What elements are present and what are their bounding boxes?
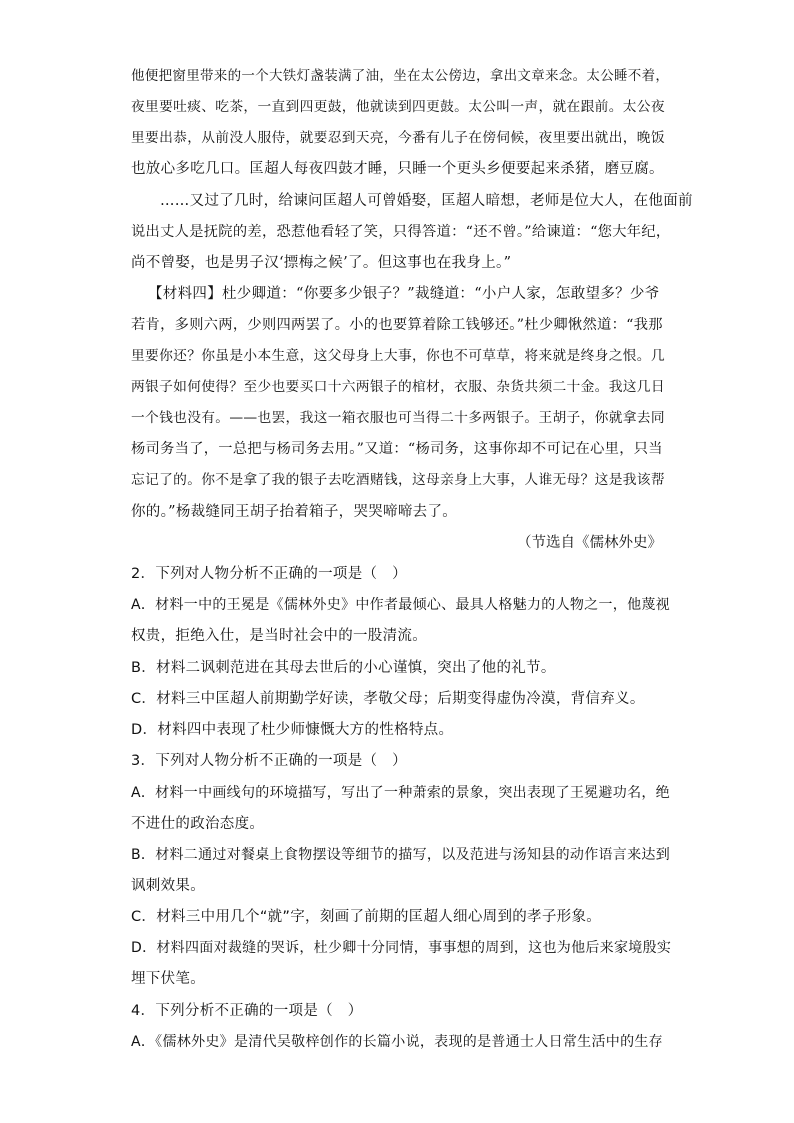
option-line: B．材料二通过对餐桌上食物摆设等细节的描写，以及范进与汤知县的动作语言来达到: [131, 847, 671, 863]
option-line: D．材料四中表现了杜少师慷慨大方的性格特点。: [131, 722, 454, 738]
option-line: C．材料三中用几个“就”字，刻画了前期的匡超人细心周到的孝子形象。: [131, 909, 602, 925]
question-title: 4．下列分析不正确的一项是（ ）: [131, 1003, 363, 1019]
passage-line: 一个钱也没有。——也罢，我这一箱衣服也可当得二十多两银子。王胡子，你就拿去同: [131, 410, 665, 426]
passage-line: 忘记了的。你不是拿了我的银子去吃酒赌钱，这母亲身上大事，人谁无母？这是我该帮: [131, 472, 665, 488]
passage-line: 里要你还？你虽是小本生意，这父母身上大事，你也不可草草，将来就是终身之恨。几: [131, 348, 665, 364]
option-line: B．材料二讽刺范进在其母去世后的小心谨慎，突出了他的礼节。: [131, 660, 556, 676]
passage-line: 两银子如何使得？至少也要买口十六两银子的棺材，衣服、杂货共须二十金。我这几日: [131, 379, 665, 395]
question-title: 3．下列对人物分析不正确的一项是（ ）: [131, 753, 407, 769]
passage-line: 说出丈人是抚院的差，恐惹他看轻了笑，只得答道：“还不曾。”给谏道：“您大年纪，: [131, 224, 671, 240]
passage-line: 也放心多吃几口。匡超人每夜四鼓才睡，只睡一个更头乡便要起来杀猪，磨豆腐。: [131, 161, 664, 177]
passage-line: 尚不曾娶，也是男子汉‘摽梅之候’了。但这事也在我身上。”: [131, 255, 512, 271]
option-line: 讽刺效果。: [131, 878, 205, 894]
passage-line: 他便把窗里带来的一个大铁灯盏装满了油，坐在太公傍边，拿出文章来念。太公睡不着，: [131, 68, 670, 84]
passage-line: 若肯，多则六两，少则四两罢了。小的也要算着除工钱够还。”杜少卿愀然道：“我那: [131, 317, 663, 333]
option-line: 埋下伏笔。: [131, 971, 205, 987]
passage-line: ……又过了几时，给谏问匡超人可曾婚娶，匡超人暗想，老师是位大人，在他面前: [160, 193, 693, 209]
option-line: C．材料三中匡超人前期勤学好读，孝敬父母；后期变得虚伪冷漠，背信弃义。: [131, 691, 645, 707]
source-citation: （节选自《儒林外史》: [517, 535, 662, 551]
passage-line: 里要出恭，从前没人服侍，就要忍到天亮，今番有儿子在傍伺候，夜里要出就出，晚饭: [131, 130, 665, 146]
option-line: 不进仕的政治态度。: [131, 816, 265, 832]
passage-line: 你的。”杨裁缝同王胡子抬着箱子，哭哭啼啼去了。: [131, 504, 458, 520]
option-line: A．材料一中的王冕是《儒林外史》中作者最倾心、最具人格魅力的人物之一，他蔑视: [131, 597, 670, 613]
option-line: D．材料四面对裁缝的哭诉，杜少卿十分同情，事事想的周到，这也为他后来家境殷实: [131, 940, 672, 956]
option-line: 权贵，拒绝入仕，是当时社会中的一股清流。: [131, 628, 427, 644]
option-line: A．《儒林外史》是清代吴敬梓创作的长篇小说，表现的是普通士人日常生活中的生存: [131, 1034, 663, 1050]
option-line: A．材料一中画线句的环境描写，写出了一种萧索的景象，突出表现了王冕避功名，绝: [131, 785, 670, 801]
question-title: 2．下列对人物分析不正确的一项是（ ）: [131, 566, 407, 582]
passage-line: 夜里要吐痰、吃茶，一直到四更鼓，他就读到四更鼓。太公叫一声，就在跟前。太公夜: [131, 99, 665, 115]
passage-line: 杨司务当了，一总把与杨司务去用。”又道：“杨司务，这事你却不可记在心里，只当: [131, 441, 663, 457]
passage-line: 【材料四】杜少卿道：“你要多少银子？”裁缝道：“小户人家，怎敢望多？少爷: [148, 286, 660, 302]
